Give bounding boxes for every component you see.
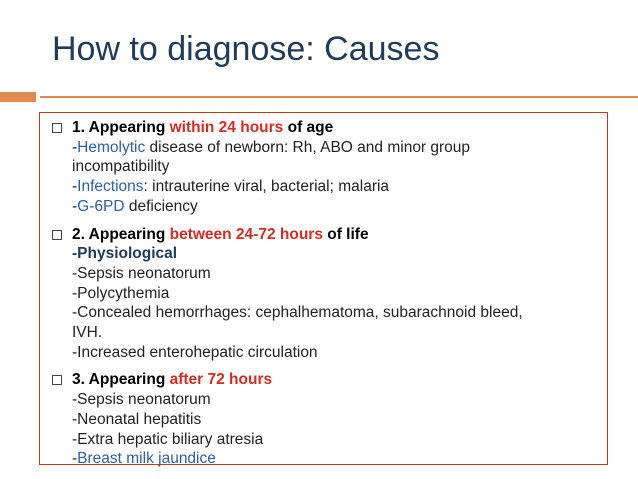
heading-highlight: after 72 hours — [169, 371, 273, 389]
heading-suffix: of life — [322, 225, 369, 243]
heading-highlight: between 24-72 hours — [169, 225, 323, 243]
heading-prefix: 1. Appearing — [72, 119, 170, 136]
cause-line: IVH. — [72, 324, 103, 342]
cause-line: -Breast milk jaundice — [72, 450, 216, 468]
cause-line: -G-6PD deficiency — [72, 197, 198, 215]
cause-term: G-6PD — [77, 197, 125, 215]
cause-line: -Polycythemia — [72, 284, 170, 302]
section-heading — [72, 370, 612, 390]
section-heading — [72, 225, 612, 245]
section-heading — [72, 118, 612, 138]
bullet-square-icon — [52, 123, 62, 133]
cause-line: -Hemolytic disease of newborn: Rh, ABO and minor group — [72, 138, 471, 156]
slide-title: How to diagnose: Causes — [52, 30, 440, 68]
cause-line: -Neonatal hepatitis — [72, 410, 202, 428]
cause-line: incompatibility — [72, 158, 170, 176]
cause-line: -Sepsis neonatorum — [72, 391, 211, 409]
cause-line: -Increased enterohepatic circulation — [72, 343, 318, 361]
content-text — [52, 118, 612, 479]
title-divider-line — [40, 96, 638, 98]
cause-line: -Concealed hemorrhages: cephalhematoma, subarachnoid bleed, — [72, 304, 523, 322]
title-accent-bar — [0, 92, 36, 102]
cause-section-3 — [52, 370, 612, 469]
cause-line: -Infections: intrauterine viral, bacterial; malaria — [72, 178, 390, 196]
cause-term: Breast milk jaundice — [77, 450, 216, 468]
cause-line: -Extra hepatic biliary atresia — [72, 430, 264, 448]
cause-term: Infections — [77, 178, 144, 196]
heading-prefix: 3. Appearing — [72, 371, 170, 389]
heading-suffix: of age — [283, 119, 334, 136]
cause-section-2 — [52, 225, 612, 363]
cause-section-1 — [52, 118, 612, 217]
bullet-square-icon — [52, 230, 62, 240]
cause-term: Hemolytic — [77, 138, 146, 156]
heading-prefix: 2. Appearing — [72, 225, 170, 243]
bullet-square-icon — [52, 375, 62, 385]
heading-highlight: within 24 hours — [169, 119, 284, 136]
cause-line: -Sepsis neonatorum — [72, 264, 211, 282]
cause-line-physiological: -Physiological — [72, 245, 178, 263]
